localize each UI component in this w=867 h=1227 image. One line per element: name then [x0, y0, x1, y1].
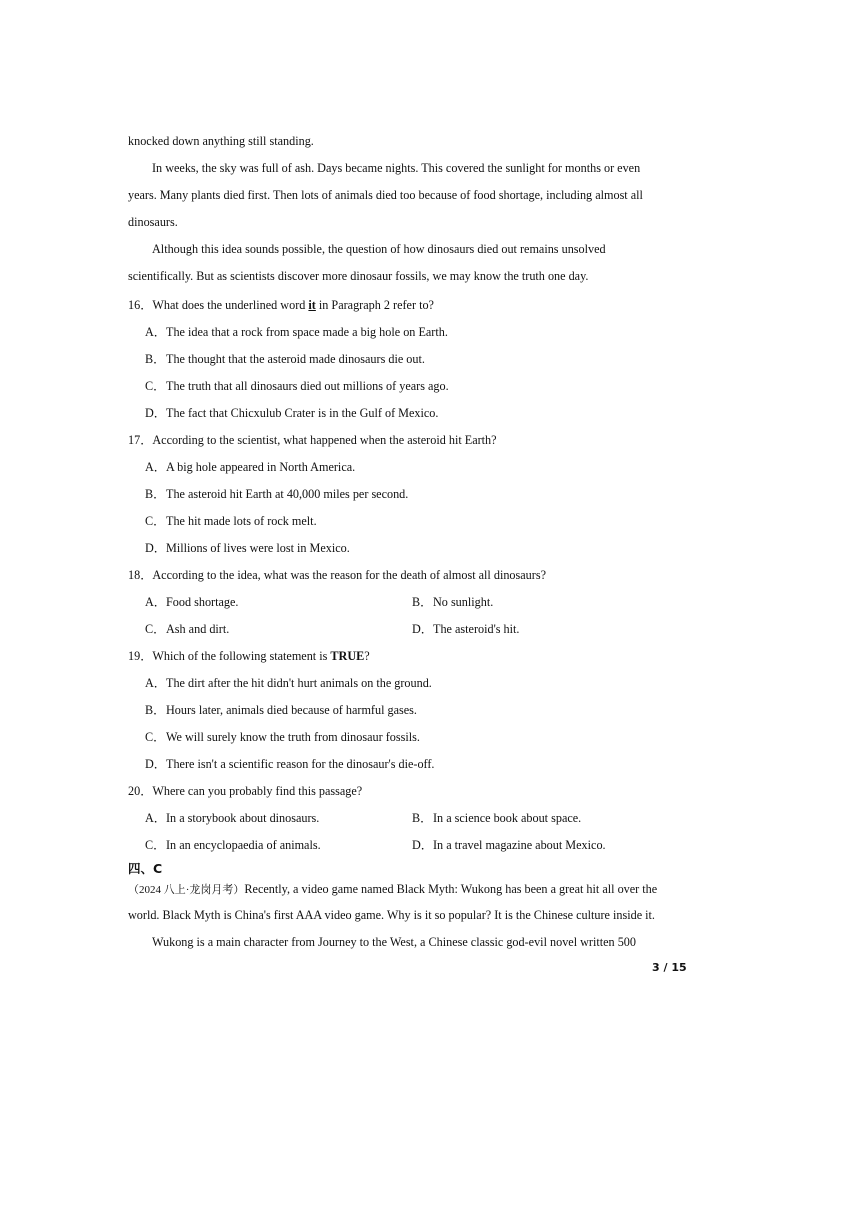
page-number: 3 / 15: [652, 961, 687, 974]
section-heading: 四、C: [128, 861, 163, 876]
option-20-d[interactable]: D．In a travel magazine about Mexico.: [412, 838, 606, 852]
passage-c-line: world. Black Myth is China's first AAA video game. Why is it so popular? It is the Chinese culture inside it.: [128, 908, 655, 922]
passage-line: Although this idea sounds possible, the question of how dinosaurs died out remains unsolved: [152, 242, 606, 256]
question-19-stem: 19．Which of the following statement is TRUE?: [128, 649, 370, 663]
passage-c-line: （2024 八上·龙岗月考）Recently, a video game named Black Myth: Wukong has been a great hit all over the: [128, 882, 658, 896]
option-16-b[interactable]: B．The thought that the asteroid made dinosaurs die out.: [145, 352, 425, 366]
underlined-word: it: [308, 298, 316, 312]
option-17-c[interactable]: C．The hit made lots of rock melt.: [145, 514, 317, 528]
bold-word: TRUE: [330, 649, 365, 663]
option-18-b[interactable]: B．No sunlight.: [412, 595, 494, 609]
passage-line: In weeks, the sky was full of ash. Days became nights. This covered the sunlight for months or even: [152, 161, 641, 175]
passage-line: scientifically. But as scientists discover more dinosaur fossils, we may know the truth one day.: [128, 269, 589, 283]
option-18-a[interactable]: A．Food shortage.: [145, 595, 239, 609]
option-18-d[interactable]: D．The asteroid's hit.: [412, 622, 520, 636]
question-text: What does the underlined word: [152, 298, 309, 312]
passage-line: dinosaurs.: [128, 215, 178, 229]
option-19-c[interactable]: C．We will surely know the truth from dinosaur fossils.: [145, 730, 420, 744]
question-17-stem: 17．According to the scientist, what happened when the asteroid hit Earth?: [128, 433, 497, 447]
source-tag: （2024 八上·龙岗月考）: [128, 884, 245, 896]
passage-line: knocked down anything still standing.: [128, 134, 314, 148]
option-16-c[interactable]: C．The truth that all dinosaurs died out millions of years ago.: [145, 379, 449, 393]
question-18-stem: 18．According to the idea, what was the reason for the death of almost all dinosaurs?: [128, 568, 546, 582]
option-16-d[interactable]: D．The fact that Chicxulub Crater is in the Gulf of Mexico.: [145, 406, 439, 420]
option-20-b[interactable]: B．In a science book about space.: [412, 811, 582, 825]
passage-line: years. Many plants died first. Then lots of animals died too because of food shortage, including almost all: [128, 188, 643, 202]
option-20-a[interactable]: A．In a storybook about dinosaurs.: [145, 811, 320, 825]
option-19-b[interactable]: B．Hours later, animals died because of harmful gases.: [145, 703, 417, 717]
question-text: in Paragraph 2 refer to?: [315, 298, 434, 312]
option-16-a[interactable]: A．The idea that a rock from space made a big hole on Earth.: [145, 325, 448, 339]
option-20-c[interactable]: C．In an encyclopaedia of animals.: [145, 838, 321, 852]
passage-c-line: Wukong is a main character from Journey to the West, a Chinese classic god-evil novel written 500: [152, 935, 636, 949]
option-17-d[interactable]: D．Millions of lives were lost in Mexico.: [145, 541, 350, 555]
question-20-stem: 20．Where can you probably find this passage?: [128, 784, 363, 798]
question-16-stem: [128, 296, 434, 313]
option-17-a[interactable]: A．A big hole appeared in North America.: [145, 460, 356, 474]
option-19-d[interactable]: D．There isn't a scientific reason for the dinosaur's die-off.: [145, 757, 435, 771]
option-19-a[interactable]: A．The dirt after the hit didn't hurt animals on the ground.: [145, 676, 432, 690]
option-17-b[interactable]: B．The asteroid hit Earth at 40,000 miles per second.: [145, 487, 409, 501]
question-number: 16．: [128, 298, 153, 312]
option-18-c[interactable]: C．Ash and dirt.: [145, 622, 230, 636]
